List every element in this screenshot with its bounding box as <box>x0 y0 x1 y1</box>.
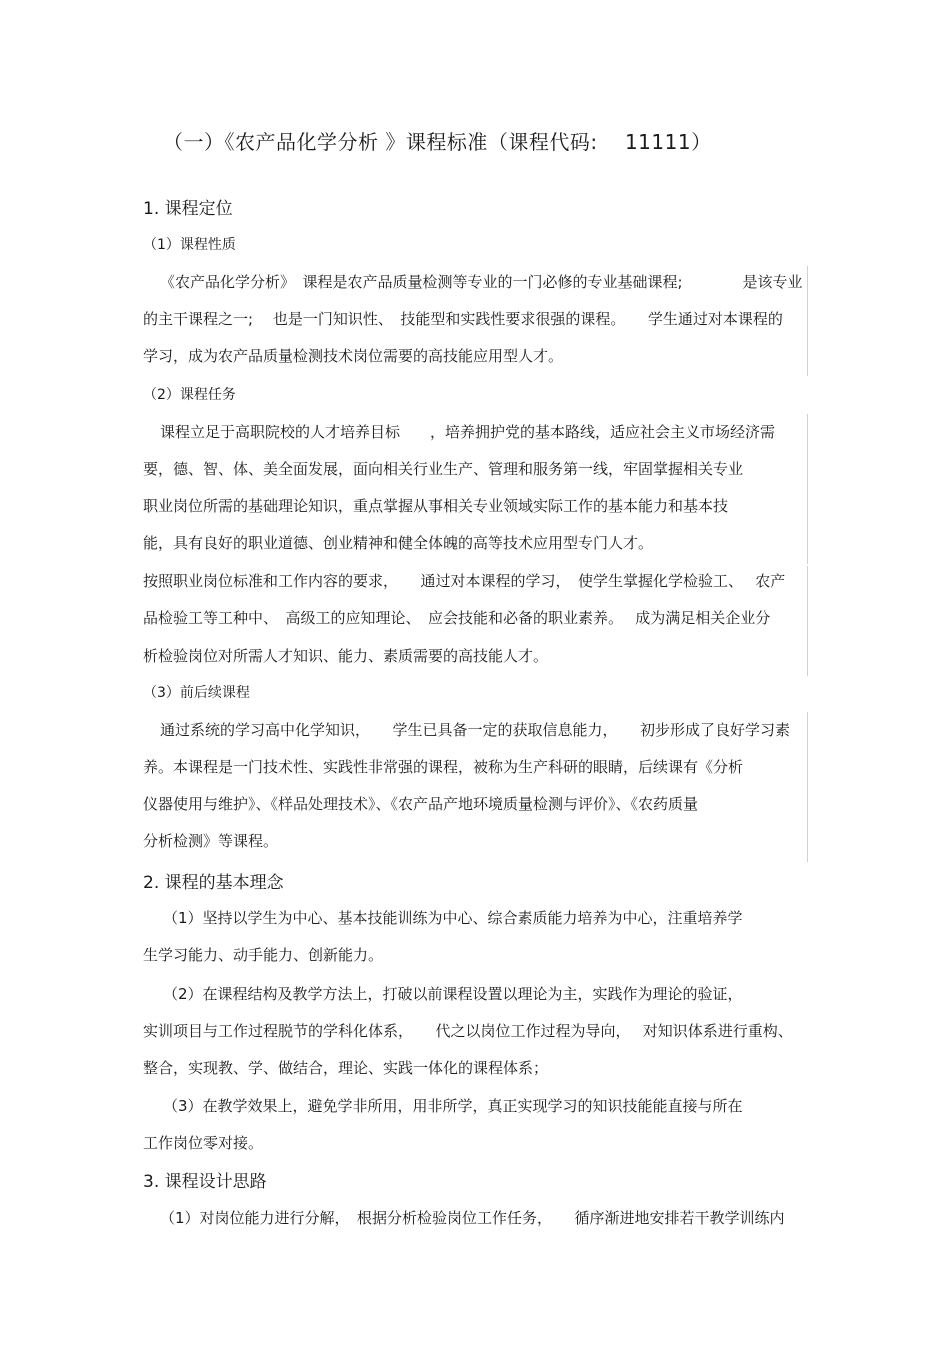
paragraph-line: 的主干课程之一; 也是一门知识性、 技能型和实践性要求很强的课程。 学生通过对本课程的 <box>143 310 783 328</box>
paragraph-line: （2）在课程结构及教学方法上，打破以前课程设置以理论为主，实践作为理论的验证， <box>163 985 743 1003</box>
paragraph-line: 养。本课程是一门技术性、实践性非常强的课程，被称为生产科研的眼睛，后续课有《分析 <box>143 758 744 776</box>
paragraph-line: 课程立足于高职院校的人才培养目标 ，培养拥护党的基本路线，适应社会主义市场经济需 <box>160 423 776 441</box>
paragraph-line: 析检验岗位对所需人才知识、能力、素质需要的高技能人才。 <box>143 647 549 665</box>
paragraph-line: 学习，成为农产品质量检测技术岗位需要的高技能应用型人才。 <box>143 347 564 365</box>
section-heading-basic-concept: 2. 课程的基本理念 <box>143 873 284 893</box>
paragraph-line: 分析检测》等课程。 <box>143 832 279 850</box>
section-heading-design-approach: 3. 课程设计思路 <box>143 1172 267 1192</box>
paragraph-line: 按照职业岗位标准和工作内容的要求， 通过对本课程的学习， 使学生掌握化学检验工、 农产 <box>143 572 786 590</box>
column-divider <box>807 712 808 862</box>
paragraph-line: （3）在教学效果上，避免学非所用，用非所学，真正实现学习的知识技能能直接与所在 <box>163 1097 743 1115</box>
column-divider <box>807 414 808 564</box>
paragraph-line: 整合，实现教、学、做结合，理论、实践一体化的课程体系； <box>143 1059 549 1077</box>
paragraph-line: 品检验工等工种中、 高级工的应知理论、 应会技能和必备的职业素养。 成为满足相关企业分 <box>143 609 771 627</box>
paragraph-line: 能，具有良好的职业道德、创业精神和健全体魄的高等技术应用型专门人才。 <box>143 534 654 552</box>
column-divider <box>807 566 808 676</box>
subheading-course-nature: （1）课程性质 <box>143 237 236 253</box>
paragraph-line: 要，德、智、体、美全面发展，面向相关行业生产、管理和服务第一线，牢固掌握相关专业 <box>143 460 744 478</box>
section-heading-course-positioning: 1. 课程定位 <box>143 199 233 219</box>
paragraph-line: 职业岗位所需的基础理论知识，重点掌握从事相关专业领域实际工作的基本能力和基本技 <box>143 497 729 515</box>
column-divider <box>807 266 808 376</box>
paragraph-line: 工作岗位零对接。 <box>143 1134 264 1152</box>
paragraph-line: 仪器使用与维护》、《样品处理技术》、《农产品产地环境质量检测与评价》、《农药质量 <box>143 795 699 813</box>
paragraph-line: （1）对岗位能力进行分解， 根据分析检验岗位工作任务， 循序渐进地安排若干教学训练内 <box>160 1209 785 1227</box>
paragraph-line: （1）坚持以学生为中心、基本技能训练为中心、综合素质能力培养为中心，注重培养学 <box>163 909 743 927</box>
subheading-prerequisite-courses: （3）前后续课程 <box>143 685 250 701</box>
paragraph-line: 生学习能力、动手能力、创新能力。 <box>143 946 384 964</box>
document-title: （一）《农产品化学分析 》课程标准（课程代码: 11111） <box>163 130 712 154</box>
paragraph-line: 实训项目与工作过程脱节的学科化体系， 代之以岗位工作过程为导向， 对知识体系进行重构、 <box>143 1022 793 1040</box>
paragraph-line: 通过系统的学习高中化学知识， 学生已具备一定的获取信息能力， 初步形成了良好学习素 <box>160 721 791 739</box>
subheading-course-task: （2）课程任务 <box>143 387 236 403</box>
paragraph-line: 《农产品化学分析》 课程是农产品质量检测等专业的一门必修的专业基础课程; 是该专业 <box>160 273 803 291</box>
